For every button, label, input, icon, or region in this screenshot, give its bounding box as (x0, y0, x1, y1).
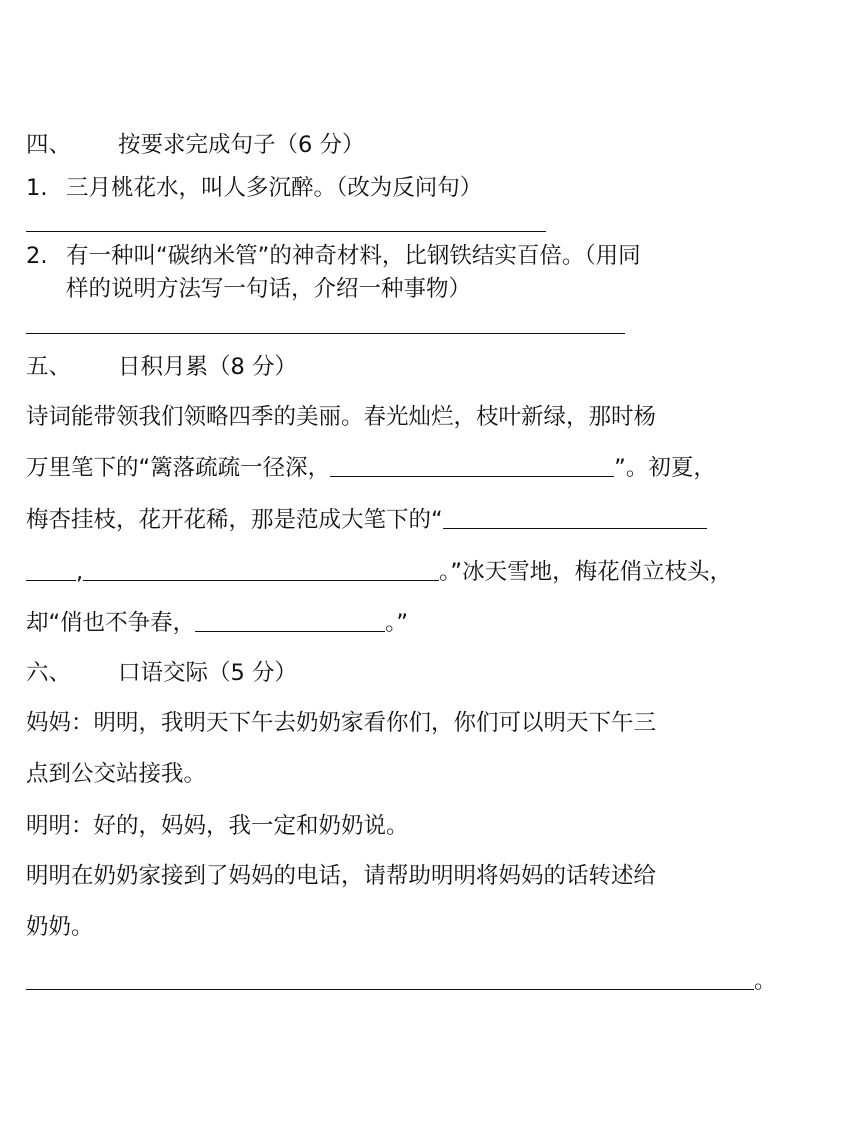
question-2-text-line-2: 样的说明方法写一句话，介绍一种事物） (66, 276, 472, 302)
section-6-title: 口语交际（5 分） (118, 660, 297, 686)
section-5-line-4-text: 。”冰天雪地，梅花俏立枝头， (439, 559, 733, 585)
section-5-line-4-comma: , (76, 559, 84, 585)
dialogue-mom-line-1: 妈妈：明明，我明天下午去奶奶家看你们，你们可以明天下午三 (26, 710, 657, 736)
section-4-heading (26, 130, 364, 160)
question-2-number: 2. (26, 243, 48, 269)
section-6-answer (26, 966, 777, 996)
section-6-heading (26, 658, 297, 688)
section-4-number: 四、 (26, 132, 72, 158)
section-6-end-mark: 。 (754, 968, 777, 994)
section-5-number: 五、 (26, 354, 72, 380)
section-5-line-2-end: ”。初夏， (614, 455, 716, 481)
poem-blank-3[interactable] (83, 558, 439, 581)
task-line-2: 奶奶。 (26, 914, 94, 940)
section-5-line-5-end: 。” (385, 610, 409, 636)
question-1 (26, 173, 482, 203)
question-2-answer-line[interactable] (26, 333, 625, 334)
question-1-number: 1. (26, 175, 48, 201)
section-5-title: 日积月累（8 分） (118, 354, 297, 380)
section-6-number: 六、 (26, 660, 72, 686)
section-5-line-5 (26, 608, 408, 638)
section-5-line-2 (26, 453, 716, 483)
question-1-answer-line[interactable] (26, 231, 546, 232)
section-5-line-3 (26, 505, 707, 535)
dialogue-ming-line: 明明：好的，妈妈，我一定和奶奶说。 (26, 813, 409, 839)
poem-blank-2a[interactable] (443, 506, 707, 529)
section-5-line-4 (26, 557, 732, 587)
poem-blank-2b[interactable] (26, 558, 76, 581)
question-1-text: 三月桃花水，叫人多沉醉。（改为反问句） (66, 175, 483, 201)
dialogue-mom-line-2: 点到公交站接我。 (26, 761, 207, 787)
section-6-answer-line[interactable] (26, 967, 754, 990)
section-5-line-5-text: 却“俏也不争春， (26, 610, 196, 636)
section-5-line-3-text: 梅杏挂枝，花开花稀，那是范成大笔下的“ (26, 507, 443, 533)
question-2 (26, 241, 641, 271)
task-line-1: 明明在奶奶家接到了妈妈的电话，请帮助明明将妈妈的话转述给 (26, 863, 657, 889)
poem-blank-1[interactable] (330, 454, 614, 477)
poem-blank-4[interactable] (195, 609, 385, 632)
section-5-heading (26, 352, 297, 382)
section-5-line-2-text: 万里笔下的“篱落疏疏一径深， (26, 455, 331, 481)
section-5-line-1: 诗词能带领我们领略四季的美丽。春光灿烂，枝叶新绿，那时杨 (26, 404, 657, 430)
section-4-title: 按要求完成句子（6 分） (118, 132, 365, 158)
question-2-text-line-1: 有一种叫“碳纳米管”的神奇材料，比钢铁结实百倍。（用同 (66, 243, 641, 269)
